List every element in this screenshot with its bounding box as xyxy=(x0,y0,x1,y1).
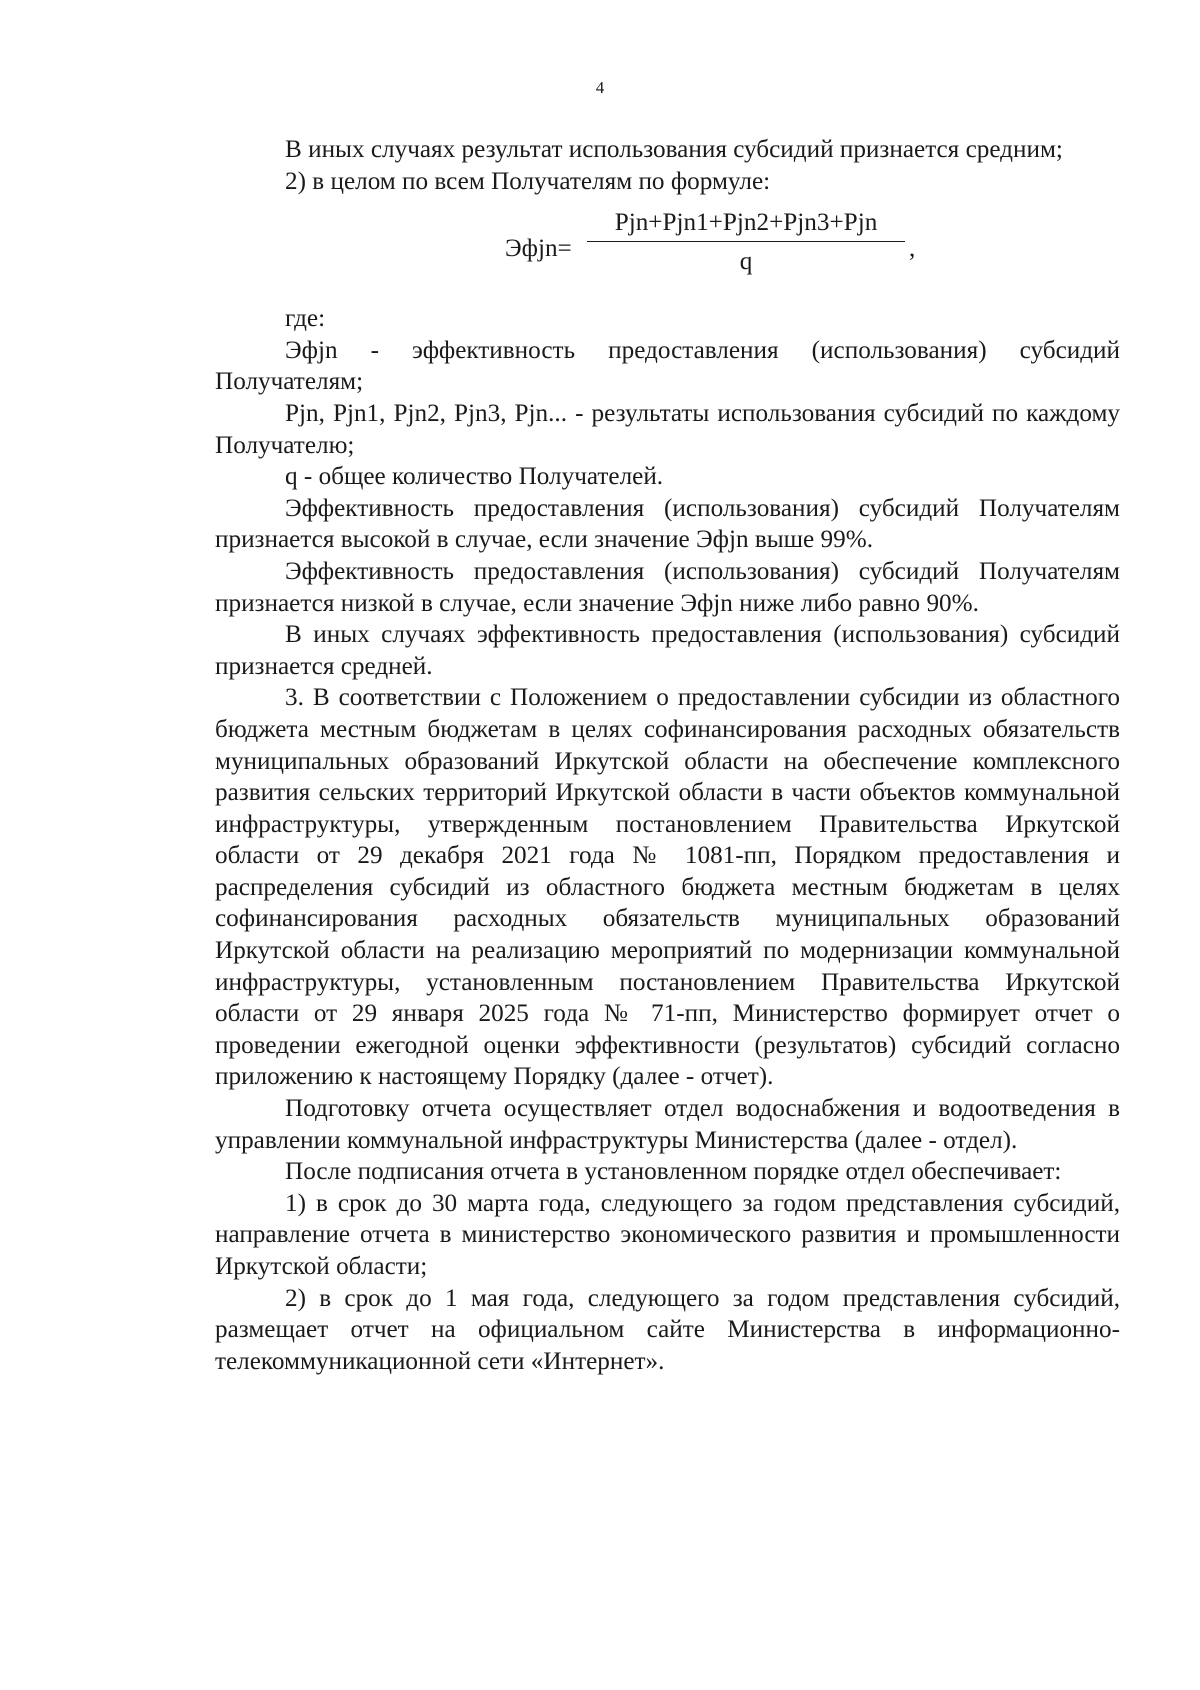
paragraph: 1) в срок до 30 марта года, следующего за годом представления субсидий, направление отчета в министерство экономического развития и промышленности Иркутской области; xyxy=(215,1189,1120,1280)
paragraph: В иных случаях результат использования субсидий признается средним; xyxy=(285,136,1063,163)
formula-numerator: Pjn+Pjn1+Pjn2+Pjn3+Pjn xyxy=(587,207,905,242)
formula-comma: , xyxy=(909,235,916,263)
paragraph: В иных случаях эффективность предоставления (использования) субсидий признается средней. xyxy=(215,621,1120,680)
paragraph: 3. В соответствии с Положением о предоставлении субсидии из областного бюджета местным бюджетам в целях софинансирования расходных обязательств муниципальных образований Иркутской области на обеспечение комплексного развития сельских территорий Иркутской области в части объектов коммунальной инфраструктуры, утвержденным постановлением Правительства Иркутской области от 29 декабря 2021 года № 1081-пп, Порядком предоставления и распределения субсидий из областного бюджета местным бюджетам в целях софинансирования расходных обязательств муниципальных образований Иркутской области на реализацию мероприятий по модернизации коммунальной инфраструктуры, установленным постановлением Правительства Иркутской области от 29 января 2025 года № 71-пп, Министерство формирует отчет о проведении ежегодной оценки эффективности (результатов) субсидий согласно приложению к настоящему Порядку (далее - отчет). xyxy=(215,684,1120,1091)
document-body xyxy=(215,134,1120,1377)
paragraph: 2) в срок до 1 мая года, следующего за годом представления субсидий, размещает отчет на официальном сайте Министерства в информационно-телекоммуникационной сети «Интернет». xyxy=(215,1284,1120,1375)
paragraph: Эфjn - эффективность предоставления (использования) субсидий Получателям; xyxy=(215,336,1120,396)
paragraph: Эффективность предоставления (использования) субсидий Получателям признается низкой в случае, если значение Эфjn ниже либо равно 90%. xyxy=(215,557,1120,617)
paragraph: q - общее количество Получателей. xyxy=(285,463,664,491)
formula xyxy=(215,207,1120,303)
formula-fraction xyxy=(587,207,905,277)
paragraph: После подписания отчета в установленном порядке отдел обеспечивает: xyxy=(285,1158,1062,1186)
formula-denominator: q xyxy=(739,247,753,275)
paragraph: Подготовку отчета осуществляет отдел водоснабжения и водоотведения в управлении коммунальной инфраструктуры Министерства (далее - отдел). xyxy=(215,1095,1120,1154)
paragraph: Pjn, Pjn1, Pjn2, Pjn3, Pjn... - результаты использования субсидий по каждому Получателю; xyxy=(215,399,1120,459)
formula-lhs: Эфjn= xyxy=(505,235,572,263)
paragraph: 2) в целом по всем Получателям по формуле: xyxy=(285,167,771,195)
where-label: где: xyxy=(285,305,326,333)
page-number: 4 xyxy=(595,78,605,97)
paragraph: Эффективность предоставления (использования) субсидий Получателям признается высокой в случае, если значение Эфjn выше 99%. xyxy=(215,494,1120,554)
